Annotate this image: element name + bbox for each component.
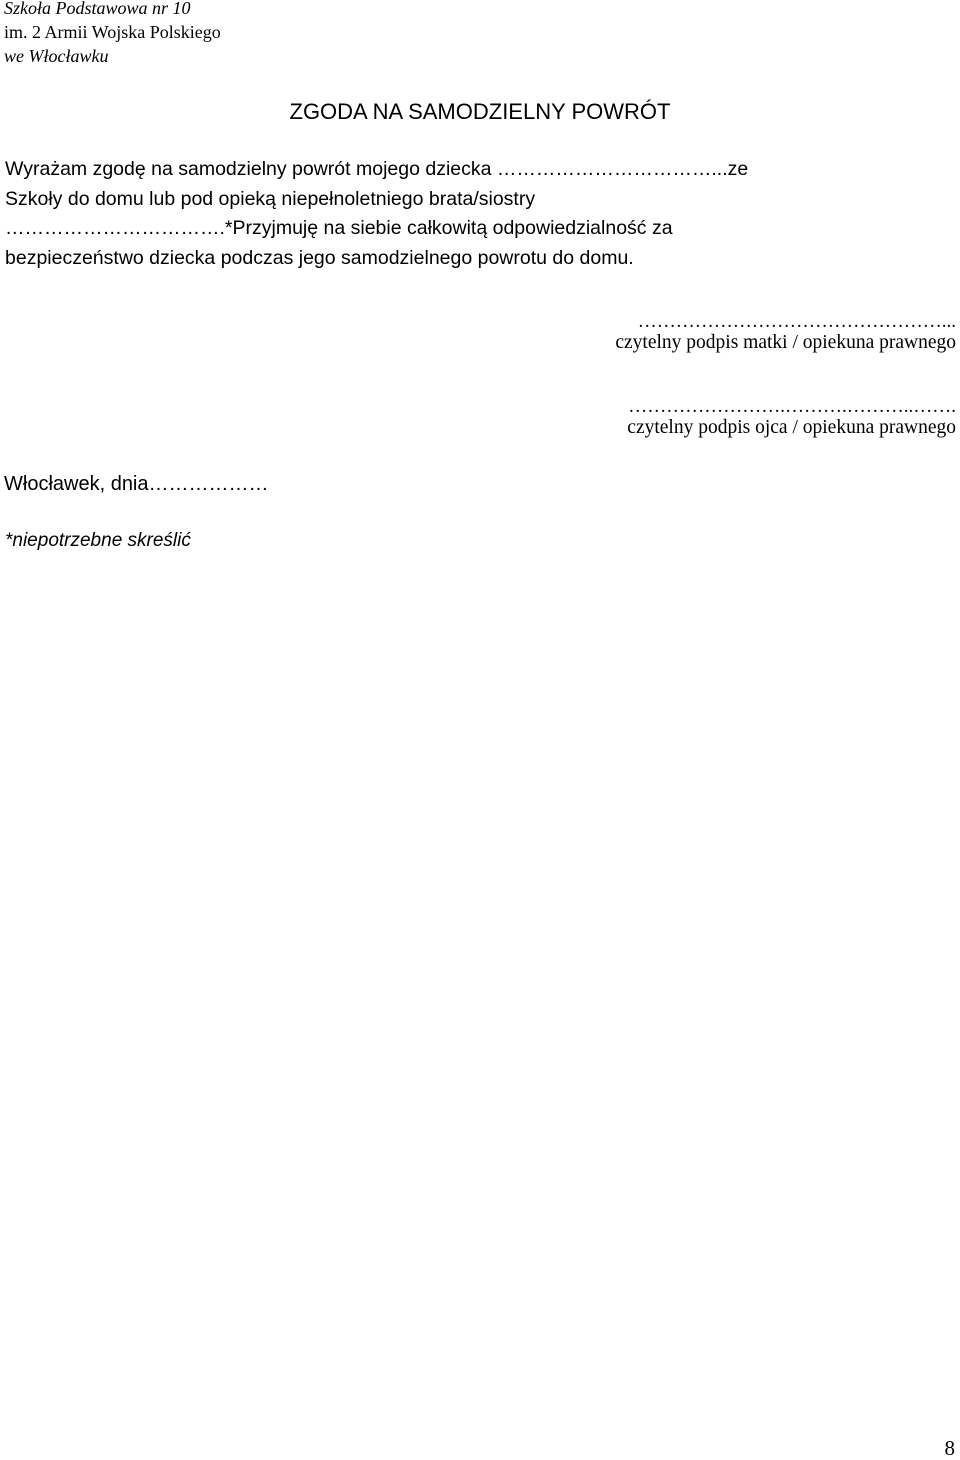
school-city: we Włocławku	[4, 46, 109, 66]
footnote: *niepotrzebne skreślić	[5, 530, 191, 551]
place-date-line: Włocławek, dnia………………	[4, 473, 269, 495]
mother-signature-line: …………………………………………...	[637, 311, 956, 332]
consent-line-1: Wyrażam zgodę na samodzielny powrót mojego dziecka ……………………………...ze	[5, 158, 749, 180]
page-number: 8	[944, 1436, 955, 1460]
father-signature-line: …………………….……….………..…….	[628, 396, 956, 417]
school-name: Szkoła Podstawowa nr 10	[4, 0, 191, 18]
consent-line-3: …………………………….*Przyjmuję na siebie całkowitą odpowiedzialność za	[5, 217, 673, 239]
mother-signature-label: czytelny podpis matki / opiekuna prawnego	[615, 332, 956, 353]
father-signature-label: czytelny podpis ojca / opiekuna prawnego	[627, 417, 956, 438]
consent-line-2: Szkoły do domu lub pod opieką niepełnoletniego brata/siostry	[5, 188, 536, 210]
document-title: ZGODA NA SAMODZIELNY POWRÓT	[289, 99, 671, 124]
consent-line-4: bezpieczeństwo dziecka podczas jego samodzielnego powrotu do domu.	[5, 247, 634, 269]
school-patron: im. 2 Armii Wojska Polskiego	[4, 22, 221, 42]
